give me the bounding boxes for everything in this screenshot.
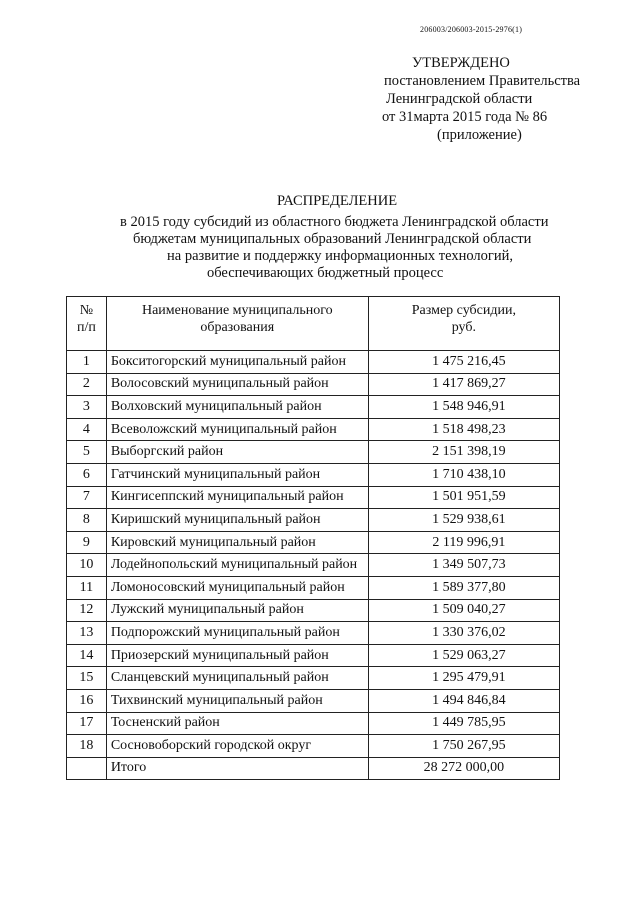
row-amount: 1 330 376,02 — [368, 622, 559, 645]
approval-date-line: от 31марта 2015 года № 86 — [382, 109, 548, 125]
row-municipality: Лужский муниципальный район — [106, 599, 368, 622]
row-number: 2 — [67, 373, 107, 396]
row-amount: 1 501 951,59 — [368, 486, 559, 509]
row-municipality: Всеволожский муниципальный район — [106, 418, 368, 441]
row-municipality: Кировский муниципальный район — [106, 531, 368, 554]
total-label: Итого — [106, 757, 368, 780]
row-amount: 2 151 398,19 — [368, 441, 559, 464]
row-municipality: Тихвинский муниципальный район — [106, 689, 368, 712]
row-municipality: Бокситогорский муниципальный район — [106, 351, 368, 374]
row-amount: 1 417 869,27 — [368, 373, 559, 396]
table-row — [67, 576, 560, 599]
row-number: 4 — [67, 418, 107, 441]
row-municipality: Волосовский муниципальный район — [106, 373, 368, 396]
row-amount: 1 518 498,23 — [368, 418, 559, 441]
row-amount: 1 710 438,10 — [368, 463, 559, 486]
row-municipality: Кингисеппский муниципальный район — [106, 486, 368, 509]
row-number: 6 — [67, 463, 107, 486]
row-amount: 1 589 377,80 — [368, 576, 559, 599]
table-body — [67, 351, 560, 780]
table-row — [67, 441, 560, 464]
row-municipality: Выборгский район — [106, 441, 368, 464]
row-municipality: Сосновоборский городской округ — [106, 735, 368, 758]
table-row — [67, 735, 560, 758]
row-number: 1 — [67, 351, 107, 374]
table-row — [67, 373, 560, 396]
total-number — [67, 757, 107, 780]
subsidy-table — [66, 296, 560, 780]
table-row — [67, 396, 560, 419]
table-row — [67, 689, 560, 712]
row-number: 11 — [67, 576, 107, 599]
row-amount: 1 529 938,61 — [368, 509, 559, 532]
row-number: 16 — [67, 689, 107, 712]
table-row — [67, 599, 560, 622]
table-row — [67, 418, 560, 441]
approval-line: постановлением Правительства — [384, 73, 581, 89]
header-municipality: Наименование муниципального образования — [106, 297, 368, 351]
row-amount: 1 529 063,27 — [368, 644, 559, 667]
row-amount: 1 449 785,95 — [368, 712, 559, 735]
row-amount: 1 750 267,95 — [368, 735, 559, 758]
header-amount: Размер субсидии, руб. — [368, 297, 559, 351]
table-total-row — [67, 757, 560, 780]
approval-heading: УТВЕРЖДЕНО — [412, 55, 510, 71]
table-row — [67, 351, 560, 374]
row-number: 7 — [67, 486, 107, 509]
table-row — [67, 486, 560, 509]
row-amount: 1 494 846,84 — [368, 689, 559, 712]
row-municipality: Киришский муниципальный район — [106, 509, 368, 532]
row-number: 5 — [67, 441, 107, 464]
row-amount: 1 509 040,27 — [368, 599, 559, 622]
title-line: в 2015 году субсидий из областного бюджета Ленинградской области — [120, 214, 549, 230]
row-amount: 1 349 507,73 — [368, 554, 559, 577]
row-municipality: Сланцевский муниципальный район — [106, 667, 368, 690]
approval-appendix-note: (приложение) — [437, 127, 522, 143]
row-number: 12 — [67, 599, 107, 622]
row-municipality: Ломоносовский муниципальный район — [106, 576, 368, 599]
row-number: 9 — [67, 531, 107, 554]
header-number: № п/п — [67, 297, 107, 351]
row-number: 18 — [67, 735, 107, 758]
table-row — [67, 644, 560, 667]
table-row — [67, 531, 560, 554]
row-municipality: Волховский муниципальный район — [106, 396, 368, 419]
row-municipality: Лодейнопольский муниципальный район — [106, 554, 368, 577]
table-row — [67, 509, 560, 532]
document-code: 206003/206003-2015-2976(1) — [420, 25, 523, 34]
approval-stamp — [382, 54, 602, 144]
table-row — [67, 554, 560, 577]
title-line: на развитие и поддержку информационных технологий, — [167, 248, 513, 264]
row-number: 8 — [67, 509, 107, 532]
row-amount: 1 548 946,91 — [368, 396, 559, 419]
table-row — [67, 463, 560, 486]
row-number: 17 — [67, 712, 107, 735]
row-amount: 1 475 216,45 — [368, 351, 559, 374]
row-municipality: Подпорожский муниципальный район — [106, 622, 368, 645]
row-number: 14 — [67, 644, 107, 667]
table-header-row — [67, 297, 560, 351]
row-amount: 1 295 479,91 — [368, 667, 559, 690]
total-amount: 28 272 000,00 — [368, 757, 559, 780]
title-heading: РАСПРЕДЕЛЕНИЕ — [277, 193, 398, 209]
row-amount: 2 119 996,91 — [368, 531, 559, 554]
row-municipality: Тосненский район — [106, 712, 368, 735]
table-row — [67, 667, 560, 690]
approval-line: Ленинградской области — [386, 91, 533, 107]
row-number: 13 — [67, 622, 107, 645]
row-municipality: Гатчинский муниципальный район — [106, 463, 368, 486]
title-line: бюджетам муниципальных образований Ленинградской области — [133, 231, 532, 247]
row-number: 3 — [67, 396, 107, 419]
row-municipality: Приозерский муниципальный район — [106, 644, 368, 667]
table-row — [67, 622, 560, 645]
title-line: обеспечивающих бюджетный процесс — [207, 265, 444, 281]
table-row — [67, 712, 560, 735]
row-number: 10 — [67, 554, 107, 577]
row-number: 15 — [67, 667, 107, 690]
